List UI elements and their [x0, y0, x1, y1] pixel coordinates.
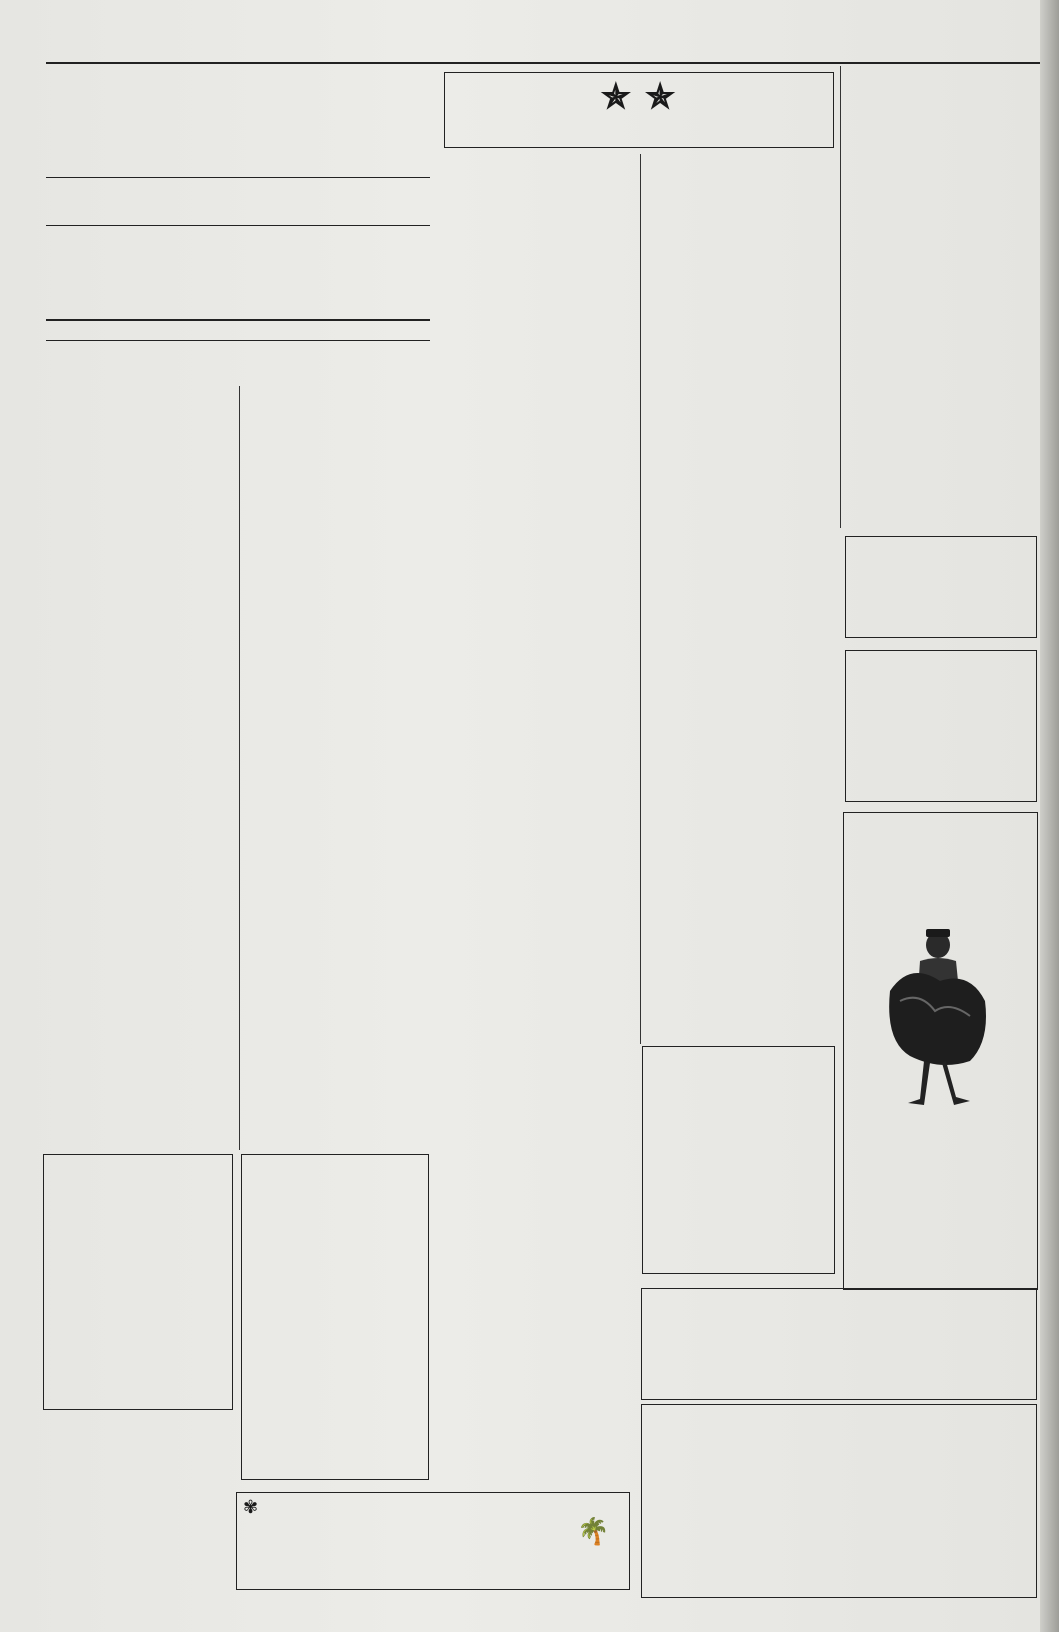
margolis-ad	[642, 1046, 835, 1274]
reporter-column-3	[846, 62, 1034, 66]
star-icon-left: ✯	[601, 77, 633, 117]
shares-ad	[641, 1404, 1037, 1598]
star-icon-right: ✯	[645, 77, 677, 117]
star-reporter-header	[444, 72, 834, 148]
star-reporter-title	[445, 77, 833, 117]
anne-buckley-ad	[236, 1492, 630, 1590]
masthead	[46, 70, 430, 82]
jean-kerin-ad	[845, 536, 1037, 638]
column-divider-3	[840, 66, 841, 528]
masthead-rule	[46, 177, 430, 178]
sweeneys-ad	[641, 1288, 1037, 1400]
mail-deadline-body	[44, 1159, 232, 1161]
mail-deadline-box	[43, 1154, 233, 1410]
heritage-shop-ad	[845, 650, 1037, 802]
palm-tree-icon: 🌴	[577, 1517, 610, 1546]
notice-body	[242, 1159, 428, 1167]
column-divider	[239, 386, 240, 1150]
bohan-landorf-ad	[843, 812, 1038, 1290]
flower-ornament-icon: ✾	[243, 1497, 259, 1517]
column-divider-2	[640, 154, 641, 1044]
messenger-illustration-icon	[880, 921, 1000, 1111]
notice-box	[241, 1154, 429, 1480]
page-edge	[1040, 0, 1059, 1632]
volume-rule-top	[46, 319, 430, 321]
volume-rule-bottom	[46, 340, 430, 341]
reporter-column-1	[444, 154, 632, 158]
masthead-rule-2	[46, 225, 430, 226]
